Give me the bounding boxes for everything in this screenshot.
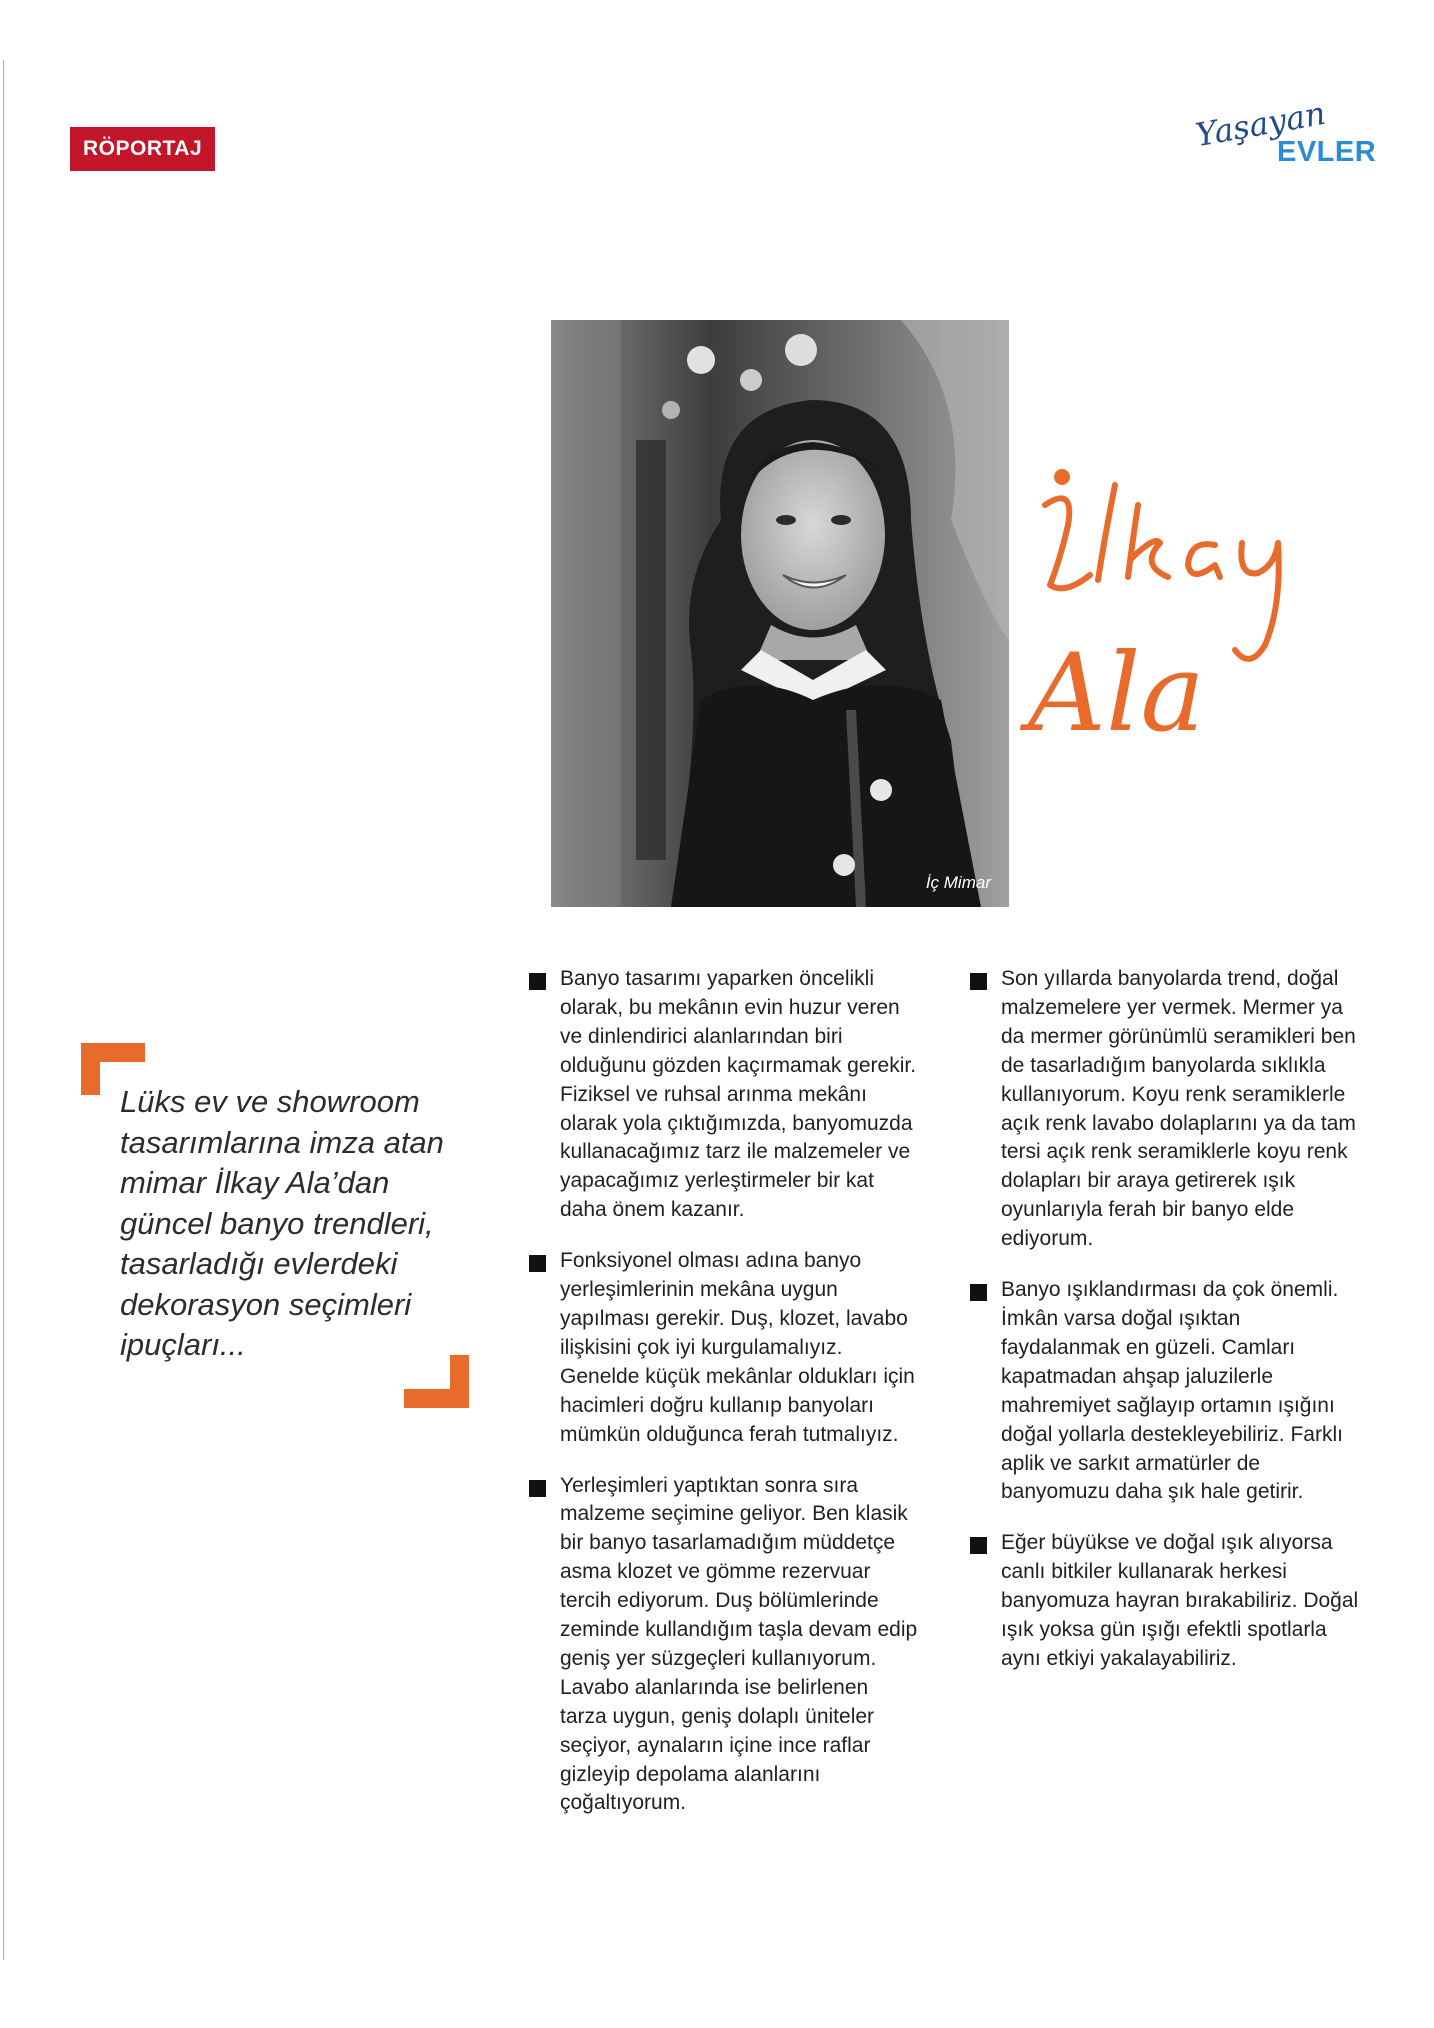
portrait-illustration bbox=[551, 320, 1009, 907]
magazine-logo bbox=[1192, 93, 1377, 173]
article-paragraph bbox=[529, 1247, 919, 1449]
quote-bracket-bottom-v bbox=[450, 1355, 469, 1408]
paragraph-text: Son yıllarda banyolarda trend, doğal malzemelere yer vermek. Mermer ya da mermer görünümlü seramikleri ben de tasarladığım banyolarda sıklıkla kullanıyorum. Koyu renk seramiklerle açık renk lavabo dolaplarını ya da tam tersi açık renk seramiklerle koyu renk dolapları bir araya getirerek ışık oyunlarıyla ferah bir banyo elde ediyorum. bbox=[1001, 967, 1356, 1251]
bullet-square-icon bbox=[529, 973, 546, 990]
paragraph-text: Yerleşimleri yaptıktan sonra sıra malzeme seçimine geliyor. Ben klasik bir banyo tasarlamadığım müddetçe asma klozet ve gömme rezervuar tercih ediyorum. Duş bölümlerinde zeminde kullandığım taşla devam edip geniş yer süzgeçleri kullanıyorum. Lavabo alanlarında ise belirlenen tarza uygun, geniş dolaplı üniteler seçiyor, aynaların içine ince raflar gizleyip depolama alanlarını çoğaltıyorum. bbox=[560, 1473, 918, 1815]
portrait-caption: İç Mimar bbox=[925, 873, 991, 892]
article-column-1 bbox=[529, 965, 919, 1840]
article-column-2 bbox=[970, 965, 1360, 1696]
article-paragraph bbox=[529, 1472, 919, 1819]
paragraph-text: Fonksiyonel olması adına banyo yerleşimlerinin mekâna uygun yapılması gerekir. Duş, klozet, lavabo ilişkisini çok iyi kurgulamalıyız. Genelde küçük mekânlar oldukları için hacimleri doğru kullanıp banyoları mümkün olduğunca ferah tutmalıyız. bbox=[560, 1249, 915, 1446]
name-line-2: Ala bbox=[1028, 631, 1205, 756]
portrait-photo bbox=[551, 320, 1009, 907]
article-paragraph bbox=[970, 1529, 1360, 1674]
paragraph-text: Banyo ışıklandırması da çok önemli. İmkân varsa doğal ışıktan faydalanmak en güzeli. Camları kapatmadan ahşap jaluzilerle mahremiyet sağlayıp ortamın ışığını doğal yollarla destekleyebiliriz. Farklı aplik ve sarkıt armatürler de banyomuzu daha şık hale getirir. bbox=[1001, 1278, 1343, 1504]
article-paragraph bbox=[529, 965, 919, 1225]
bullet-square-icon bbox=[970, 1284, 987, 1301]
pull-quote: Lüks ev ve showroom tasarımlarına imza atan mimar İlkay Ala’dan güncel banyo trendleri, tasarladığı evlerdeki dekorasyon seçimleri ipuçları... bbox=[120, 1084, 444, 1362]
bullet-square-icon bbox=[970, 973, 987, 990]
article-paragraph bbox=[970, 965, 1360, 1254]
logo-bold-text: EVLER bbox=[1277, 136, 1377, 168]
bullet-square-icon bbox=[529, 1480, 546, 1497]
quote-bracket-top-v bbox=[81, 1043, 100, 1095]
logo-script-text: Yaşayan bbox=[1192, 93, 1329, 155]
name-script-title bbox=[1020, 465, 1390, 765]
paragraph-text: Eğer büyükse ve doğal ışık alıyorsa canlı bitkiler kullanarak herkesi banyomuza hayran bırakabiliriz. Doğal ışık yoksa gün ışığı efektli spotlarla aynı etkiyi yakalayabiliriz. bbox=[1001, 1531, 1359, 1670]
article-paragraph bbox=[970, 1276, 1360, 1507]
page-edge-line bbox=[3, 60, 4, 1960]
section-tag: RÖPORTAJ bbox=[70, 127, 215, 171]
paragraph-text: Banyo tasarımı yaparken öncelikli olarak, bu mekânın evin huzur veren ve dinlendirici alanlarından biri olduğunu gözden kaçırmamak gerekir. Fiziksel ve ruhsal arınma mekânı olarak yola çıktığımızda, banyomuzda kullanacağımız tarz ile malzemeler ve yapacağımız yerleştirmeler bir kat daha önem kazanır. bbox=[560, 967, 917, 1222]
bullet-square-icon bbox=[529, 1255, 546, 1272]
bullet-square-icon bbox=[970, 1537, 987, 1554]
